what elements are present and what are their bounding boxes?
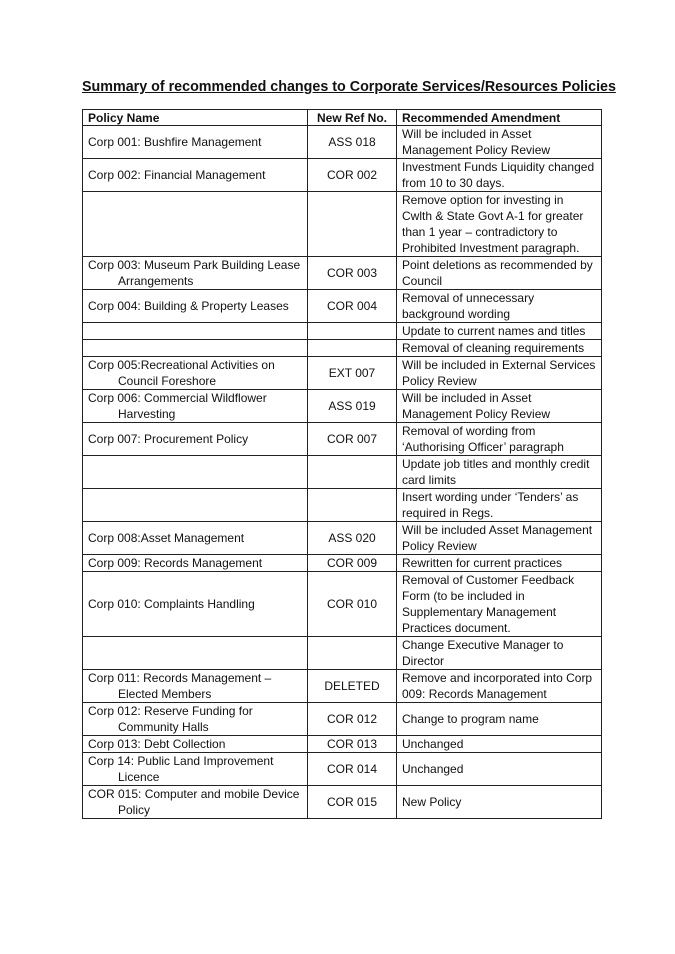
ref-no-cell: ASS 019 bbox=[308, 390, 397, 423]
ref-no-cell: DELETED bbox=[308, 670, 397, 703]
policy-name-cell bbox=[83, 489, 308, 522]
amendment-cell: Removal of cleaning requirements bbox=[397, 340, 602, 357]
amendment-cell: Will be included in Asset Management Policy Review bbox=[397, 126, 602, 159]
ref-no-cell: ASS 018 bbox=[308, 126, 397, 159]
amendment-cell: New Policy bbox=[397, 786, 602, 819]
ref-no-cell bbox=[308, 456, 397, 489]
amendment-cell: Will be included in External Services Policy Review bbox=[397, 357, 602, 390]
amendment-cell: Will be included Asset Management Policy Review bbox=[397, 522, 602, 555]
ref-no-cell: EXT 007 bbox=[308, 357, 397, 390]
policy-name-cell: Corp 001: Bushfire Management bbox=[83, 126, 308, 159]
amendment-cell: Investment Funds Liquidity changed from 10 to 30 days. bbox=[397, 159, 602, 192]
amendment-cell: Update to current names and titles bbox=[397, 323, 602, 340]
table-row bbox=[83, 290, 602, 323]
ref-no-cell bbox=[308, 323, 397, 340]
amendment-cell: Rewritten for current practices bbox=[397, 555, 602, 572]
policy-name-cell bbox=[83, 456, 308, 489]
table-header-row bbox=[83, 110, 602, 126]
amendment-cell: Unchanged bbox=[397, 753, 602, 786]
table-row bbox=[83, 637, 602, 670]
policy-name-cell: Corp 006: Commercial Wildflower Harvesting bbox=[83, 390, 308, 423]
table-row bbox=[83, 357, 602, 390]
ref-no-cell bbox=[308, 637, 397, 670]
amendment-cell: Remove and incorporated into Corp 009: Records Management bbox=[397, 670, 602, 703]
policy-changes-table bbox=[82, 109, 602, 819]
ref-no-cell: COR 004 bbox=[308, 290, 397, 323]
policy-name-cell: Corp 004: Building & Property Leases bbox=[83, 290, 308, 323]
amendment-cell: Change to program name bbox=[397, 703, 602, 736]
table-row bbox=[83, 753, 602, 786]
column-header-policy-name: Policy Name bbox=[83, 110, 308, 126]
ref-no-cell: COR 013 bbox=[308, 736, 397, 753]
amendment-cell: Point deletions as recommended by Council bbox=[397, 257, 602, 290]
policy-name-cell: Corp 013: Debt Collection bbox=[83, 736, 308, 753]
table-row bbox=[83, 340, 602, 357]
ref-no-cell: COR 010 bbox=[308, 572, 397, 637]
policy-name-cell: COR 015: Computer and mobile Device Policy bbox=[83, 786, 308, 819]
table-row bbox=[83, 489, 602, 522]
policy-name-cell: Corp 003: Museum Park Building Lease Arrangements bbox=[83, 257, 308, 290]
amendment-cell: Removal of unnecessary background wording bbox=[397, 290, 602, 323]
table-row bbox=[83, 703, 602, 736]
column-header-recommended-amendment: Recommended Amendment bbox=[397, 110, 602, 126]
ref-no-cell: COR 014 bbox=[308, 753, 397, 786]
ref-no-cell: COR 015 bbox=[308, 786, 397, 819]
policy-name-cell bbox=[83, 192, 308, 257]
amendment-cell: Update job titles and monthly credit card limits bbox=[397, 456, 602, 489]
table-row bbox=[83, 323, 602, 340]
amendment-cell: Remove option for investing in Cwlth & State Govt A-1 for greater than 1 year – contradictory to Prohibited Investment paragraph. bbox=[397, 192, 602, 257]
table-row bbox=[83, 555, 602, 572]
ref-no-cell: ASS 020 bbox=[308, 522, 397, 555]
ref-no-cell bbox=[308, 340, 397, 357]
policy-name-cell: Corp 008:Asset Management bbox=[83, 522, 308, 555]
table-row bbox=[83, 456, 602, 489]
ref-no-cell: COR 009 bbox=[308, 555, 397, 572]
policy-name-cell: Corp 002: Financial Management bbox=[83, 159, 308, 192]
policy-name-cell: Corp 009: Records Management bbox=[83, 555, 308, 572]
table-row bbox=[83, 257, 602, 290]
table-row bbox=[83, 670, 602, 703]
policy-name-cell bbox=[83, 340, 308, 357]
table-row bbox=[83, 192, 602, 257]
ref-no-cell bbox=[308, 489, 397, 522]
table-row bbox=[83, 572, 602, 637]
amendment-cell: Insert wording under ‘Tenders’ as required in Regs. bbox=[397, 489, 602, 522]
ref-no-cell: COR 002 bbox=[308, 159, 397, 192]
table-row bbox=[83, 736, 602, 753]
column-header-new-ref-no: New Ref No. bbox=[308, 110, 397, 126]
table-row bbox=[83, 390, 602, 423]
policy-name-cell: Corp 14: Public Land Improvement Licence bbox=[83, 753, 308, 786]
amendment-cell: Unchanged bbox=[397, 736, 602, 753]
table-row bbox=[83, 159, 602, 192]
amendment-cell: Removal of Customer Feedback Form (to be included in Supplementary Management Practices document. bbox=[397, 572, 602, 637]
policy-name-cell bbox=[83, 323, 308, 340]
ref-no-cell: COR 003 bbox=[308, 257, 397, 290]
table-row bbox=[83, 423, 602, 456]
ref-no-cell: COR 007 bbox=[308, 423, 397, 456]
ref-no-cell bbox=[308, 192, 397, 257]
page-title: Summary of recommended changes to Corporate Services/Resources Policies bbox=[82, 79, 616, 95]
amendment-cell: Removal of wording from ‘Authorising Officer’ paragraph bbox=[397, 423, 602, 456]
policy-name-cell: Corp 005:Recreational Activities on Council Foreshore bbox=[83, 357, 308, 390]
amendment-cell: Change Executive Manager to Director bbox=[397, 637, 602, 670]
table-row bbox=[83, 126, 602, 159]
ref-no-cell: COR 012 bbox=[308, 703, 397, 736]
policy-name-cell bbox=[83, 637, 308, 670]
policy-name-cell: Corp 011: Records Management – Elected Members bbox=[83, 670, 308, 703]
policy-name-cell: Corp 010: Complaints Handling bbox=[83, 572, 308, 637]
policy-name-cell: Corp 007: Procurement Policy bbox=[83, 423, 308, 456]
policy-name-cell: Corp 012: Reserve Funding for Community Halls bbox=[83, 703, 308, 736]
amendment-cell: Will be included in Asset Management Policy Review bbox=[397, 390, 602, 423]
table-row bbox=[83, 522, 602, 555]
table-row bbox=[83, 786, 602, 819]
